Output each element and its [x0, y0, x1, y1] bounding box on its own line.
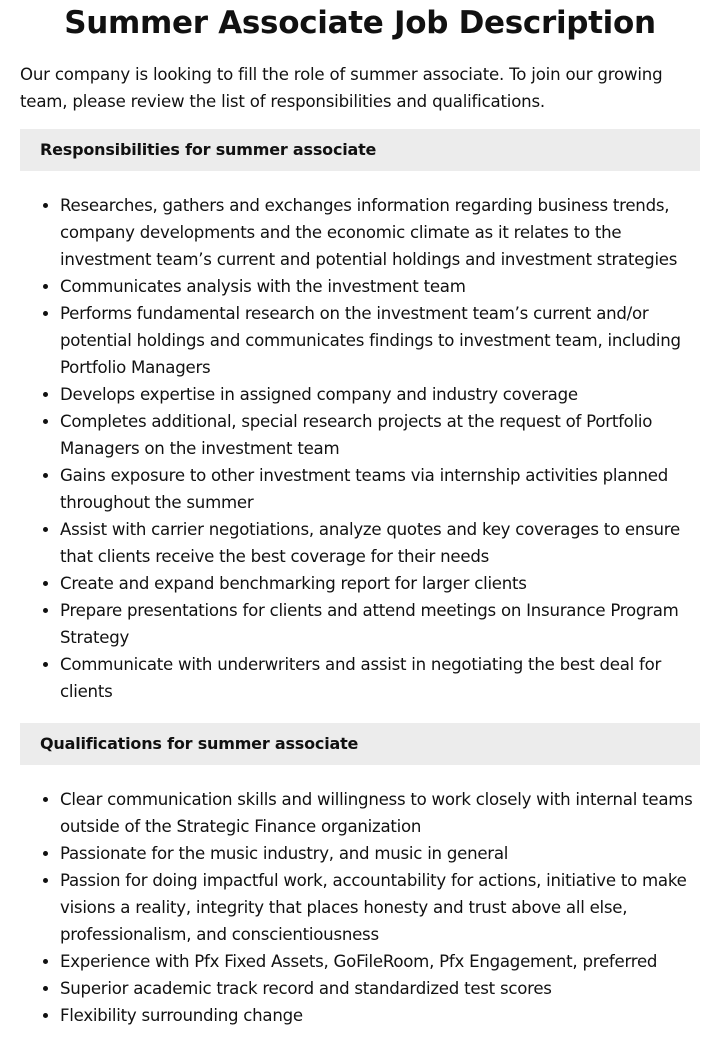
- qualifications-heading: Qualifications for summer associate: [20, 723, 700, 765]
- list-item: Completes additional, special research projects at the request of Portfolio Managers on the investment team: [60, 408, 700, 462]
- list-item: Flexibility surrounding change: [60, 1002, 700, 1029]
- intro-paragraph: Our company is looking to fill the role of summer associate. To join our growing team, please review the list of responsibilities and qualifications.: [20, 65, 663, 111]
- list-item: Communicate with underwriters and assist in negotiating the best deal for clients: [60, 651, 700, 705]
- list-item: Clear communication skills and willingness to work closely with internal teams outside of the Strategic Finance organization: [60, 786, 700, 840]
- list-item: Superior academic track record and standardized test scores: [60, 975, 700, 1002]
- list-item: Researches, gathers and exchanges information regarding business trends, company developments and the economic climate as it relates to the investment team’s current and potential holdings and investment strategies: [60, 192, 700, 273]
- list-item: Prepare presentations for clients and attend meetings on Insurance Program Strategy: [60, 597, 700, 651]
- list-item: Communicates analysis with the investment team: [60, 273, 700, 300]
- list-item: Performs fundamental research on the investment team’s current and/or potential holdings and communicates findings to investment team, including Portfolio Managers: [60, 300, 700, 381]
- list-item: Passionate for the music industry, and music in general: [60, 840, 700, 867]
- qualifications-list: [20, 786, 700, 1029]
- list-item: Experience with Pfx Fixed Assets, GoFileRoom, Pfx Engagement, preferred: [60, 948, 700, 975]
- responsibilities-heading: Responsibilities for summer associate: [20, 129, 700, 171]
- list-item: Passion for doing impactful work, accountability for actions, initiative to make visions a reality, integrity that places honesty and trust above all else, professionalism, and conscientiousness: [60, 867, 700, 948]
- page-title: Summer Associate Job Description: [64, 5, 656, 41]
- responsibilities-list: [20, 192, 700, 705]
- list-item: Create and expand benchmarking report for larger clients: [60, 570, 700, 597]
- list-item: Develops expertise in assigned company and industry coverage: [60, 381, 700, 408]
- list-item: Gains exposure to other investment teams via internship activities planned throughout the summer: [60, 462, 700, 516]
- list-item: Assist with carrier negotiations, analyze quotes and key coverages to ensure that clients receive the best coverage for their needs: [60, 516, 700, 570]
